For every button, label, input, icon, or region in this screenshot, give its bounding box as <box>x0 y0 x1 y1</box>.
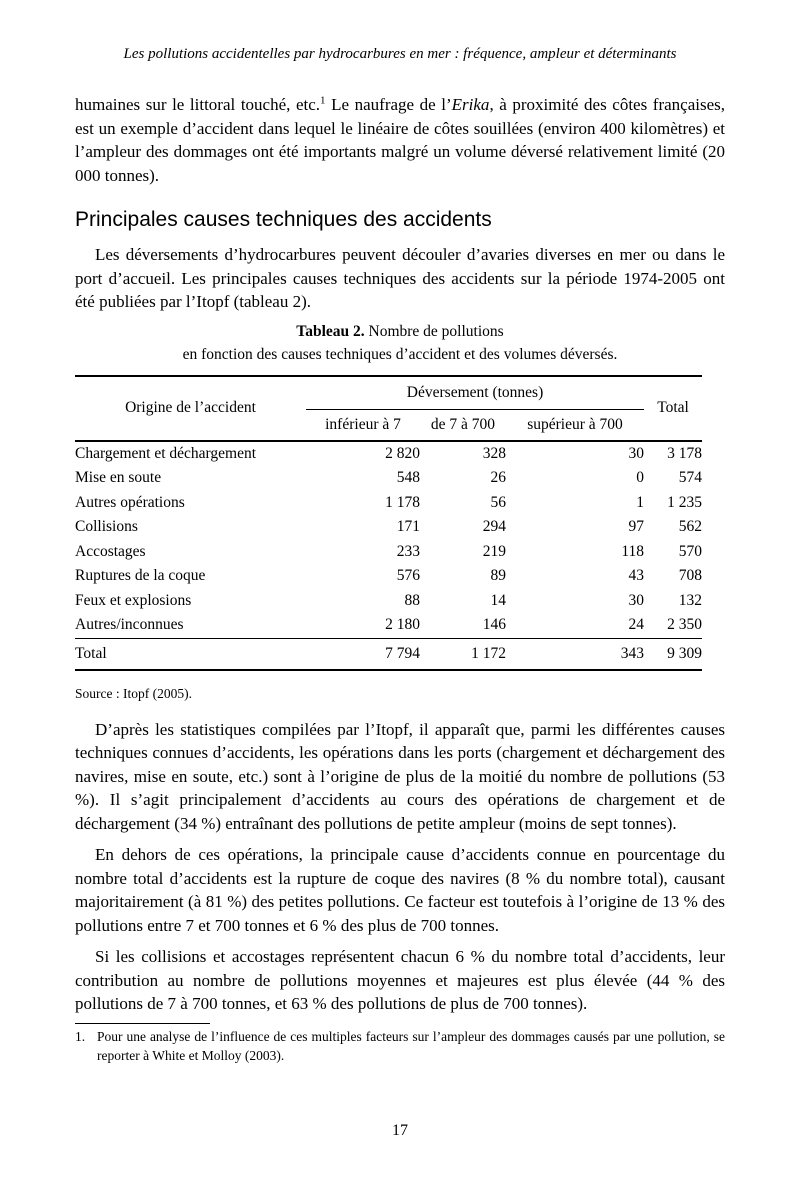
table-row: Feux et explosions 88 14 30 132 <box>75 591 703 609</box>
table-caption-rest: Nombre de pollutions <box>364 322 504 340</box>
table-source: Source : Itopf (2005). <box>75 685 192 701</box>
table-caption <box>75 320 725 366</box>
table-caption-line2: en fonction des causes techniques d’accident et des volumes déversés. <box>182 345 618 363</box>
intro-paragraph <box>75 93 725 187</box>
footnote-separator <box>75 1023 210 1025</box>
footnote-number: 1. <box>75 1029 86 1044</box>
table-row: Chargement et déchargement 2 820 328 30 3 178 <box>75 444 703 462</box>
table-row: Autres opérations 1 178 56 1 1 235 <box>75 493 703 511</box>
column-subheader-inf7: inférieur à 7 <box>325 415 401 433</box>
table-row: Autres/inconnues 2 180 146 24 2 350 <box>75 616 703 634</box>
body-paragraph: D’après les statistiques compilées par l’Itopf, il apparaît que, parmi les différentes causes techniques connues d’accidents, les opérations dans les ports (chargement et déchargement des navires, mise en soute, etc.) sont à l’origine de plus de la moitié du nombre de pollutions (53 %). Il s’agit principalement d’accidents au cours des opérations de chargement et de déchargement (34 %) entraînant des pollutions de petite ampleur (moins de sept tonnes). <box>75 719 725 833</box>
table-caption-label: Tableau 2. <box>296 322 365 340</box>
column-spanner-deversement: Déversement (tonnes) <box>306 376 644 410</box>
table-row: Accostages 233 219 118 570 <box>75 542 703 560</box>
column-subheader-7-700: de 7 à 700 <box>430 415 496 433</box>
table-row: Ruptures de la coque 576 89 43 708 <box>75 567 703 585</box>
table-row: Mise en soute 548 26 0 574 <box>75 469 703 487</box>
column-header-total: Total <box>657 399 689 416</box>
data-table <box>75 375 702 671</box>
column-header-origin: Origine de l’accident <box>125 399 256 416</box>
page-number: 17 <box>392 1122 408 1139</box>
intro-text-mid: Le naufrage de l’ <box>325 95 452 114</box>
ship-name: Erika <box>451 95 490 114</box>
footnote-text: Pour une analyse de l’influence de ces multiples facteurs sur l’ampleur des dommages causés par une pollution, se reporter à White et Molloy (2003). <box>97 1029 725 1063</box>
table-header <box>75 376 702 441</box>
intro-text-post: , à proximité des côtes françaises, est un exemple d’accident dans lequel le linéaire de côtes souillées (environ 400 kilomètres) et l’ampleur des dommages ont été importants malgré un volume déversé relativement limité (20 000 tonnes). <box>75 95 725 185</box>
column-subheader-sup700: supérieur à 700 <box>527 415 623 433</box>
footnote-reference: 1 <box>320 94 326 107</box>
body-paragraph: Si les collisions et accostages représentent chacun 6 % du nombre total d’accidents, leur contribution au nombre de pollutions moyennes et majeures est plus élevée (44 % des pollutions de 7 à 700 tonnes, et 63 % des pollutions de plus de 700 tonnes). <box>75 947 725 1013</box>
section-paragraph: Les déversements d’hydrocarbures peuvent découler d’avaries diverses en mer ou dans le port d’accueil. Les principales causes techniques des accidents sur la période 1974-2005 ont été publiées par l’Itopf (tableau 2). <box>75 245 725 311</box>
table-total-row: Total 7 794 1 172 343 9 309 <box>75 644 703 662</box>
footnote <box>75 1028 725 1065</box>
body-paragraph: En dehors de ces opérations, la principale cause d’accidents connue en pourcentage du nombre total d’accidents est la rupture de coque des navires (8 % du nombre total), causant majoritairement (à 81 %) des petites pollutions. Ce facteur est toutefois à l’origine de 13 % des pollutions entre 7 et 700 tonnes et 6 % des plus de 700 tonnes. <box>75 845 725 935</box>
intro-text-pre: humaines sur le littoral touché, etc. <box>75 95 321 114</box>
running-head: Les pollutions accidentelles par hydrocarbures en mer : fréquence, ampleur et déterminants <box>123 46 677 62</box>
table-row: Collisions 171 294 97 562 <box>75 518 703 536</box>
section-heading: Principales causes techniques des accidents <box>75 208 492 231</box>
